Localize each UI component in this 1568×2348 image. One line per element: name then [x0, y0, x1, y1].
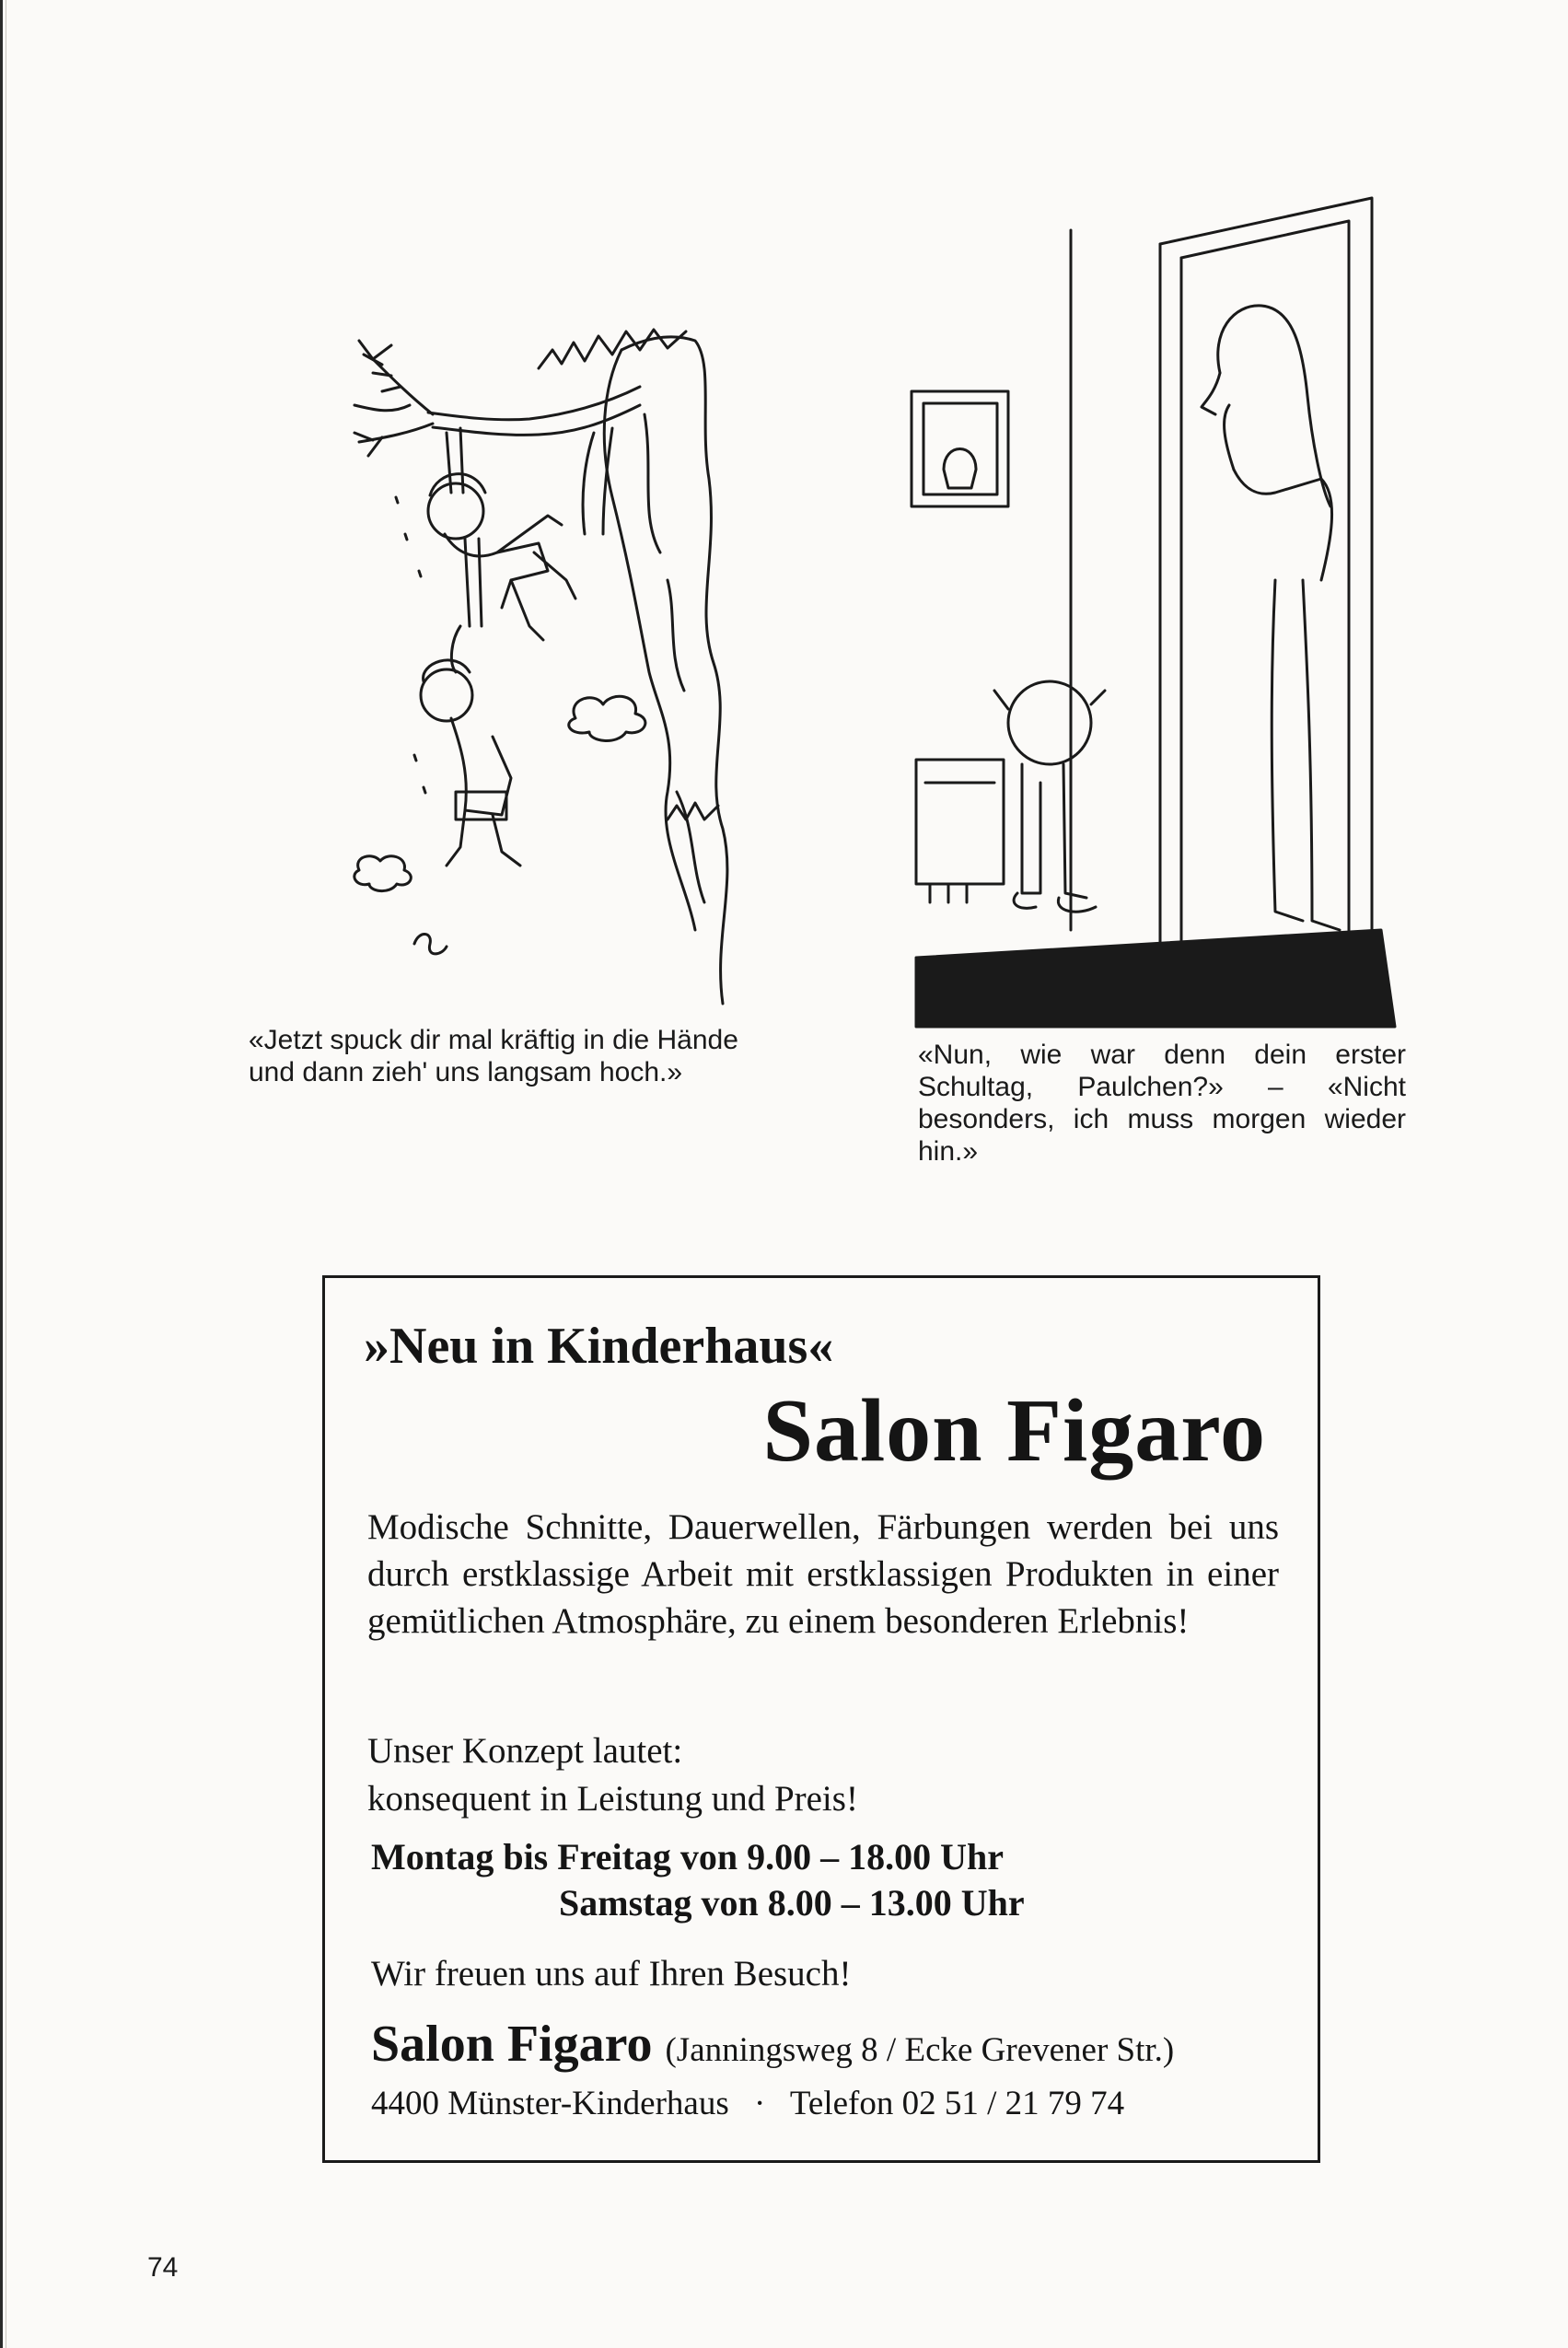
cartoon-caption-2: «Nun, wie war denn dein erster Schultag, Paulchen?» – «Nicht besonders, ich muss morgen wieder hin.» [918, 1040, 1406, 1167]
ad-footer [371, 2015, 1174, 2074]
ad-city: 4400 Münster-Kinderhaus [371, 2085, 729, 2122]
ad-separator: · [753, 2085, 766, 2122]
ad-closing: Wir freuen uns auf Ihren Besuch! [371, 1954, 852, 1993]
ad-kicker: »Neu in Kinderhaus« [364, 1318, 834, 1375]
cartoon-caption-1: «Jetzt spuck dir mal kräftig in die Hände und dann zieh' uns langsam hoch.» [249, 1025, 738, 1087]
ad-concept-line-2: konsequent in Leistung und Preis! [367, 1779, 858, 1819]
ad-concept [367, 1727, 858, 1823]
ad-footer-address: (Janningsweg 8 / Ecke Grevener Str.) [665, 2031, 1175, 2069]
cartoon-school-illustration [907, 193, 1404, 1031]
ad-concept-line-1: Unser Konzept lautet: [367, 1731, 683, 1771]
ad-description: Modische Schnitte, Dauerwellen, Färbungen werden bei uns durch erstklassige Arbeit mit erstklassigen Produkten in einer gemütlichen Atmosphäre, zu einem besonderen Erlebnis! [367, 1507, 1279, 1641]
ad-hours-weekdays: Montag bis Freitag von 9.00 – 18.00 Uhr [371, 1836, 1005, 1877]
ad-footer-name: Salon Figaro [371, 2016, 653, 2073]
ad-hours-saturday: Samstag von 8.00 – 13.00 Uhr [559, 1882, 1025, 1924]
ad-contact-line [371, 2084, 1124, 2123]
salon-figaro-advertisement [322, 1275, 1320, 2163]
page-number: 74 [147, 2252, 179, 2283]
ad-title: Salon Figaro [762, 1381, 1266, 1481]
ad-phone: Telefon 02 51 / 21 79 74 [789, 2085, 1125, 2122]
page-edge [0, 0, 3, 2348]
cartoon-cliff-illustration [235, 276, 750, 1013]
